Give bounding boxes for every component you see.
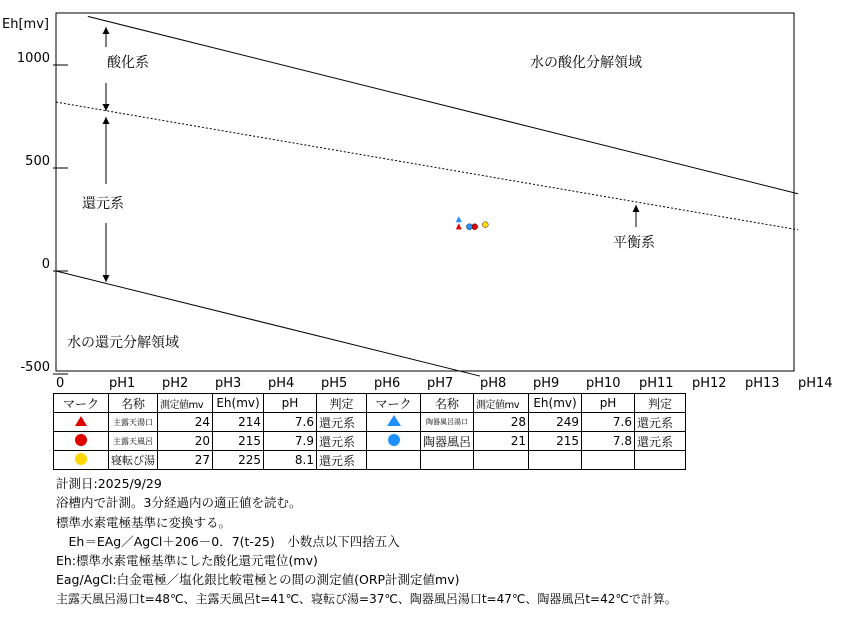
note-convert: 標準水素電極基準に変換する。 (56, 514, 232, 530)
header-judge-2: 判定 (635, 394, 686, 413)
y-tick-label: 1000 (16, 51, 50, 66)
row-name: 寝転び湯 (109, 451, 158, 470)
row-measured: 27 (158, 451, 213, 470)
empty-cell (582, 451, 635, 470)
y-tick-label: 500 (25, 154, 50, 169)
header-name: 名称 (109, 394, 158, 413)
row-measured: 20 (158, 432, 213, 451)
reduction-label: 還元系 (82, 196, 124, 212)
header-judge: 判定 (317, 394, 367, 413)
header-ph-2: pH (582, 394, 635, 413)
empty-cell (529, 451, 582, 470)
note-eh-def: Eh:標準水素電極基準にした酸化還元電位(mv) (56, 553, 318, 569)
x-tick-label: pH7 (427, 376, 454, 391)
x-tick-label: 0 (56, 376, 65, 391)
row-eh: 249 (529, 413, 582, 432)
row-name: 主露天風呂 (109, 432, 158, 451)
row-name: 主露天湯口 (109, 413, 158, 432)
row-judge: 還元系 (317, 432, 367, 451)
water-reduction-label: 水の還元分解領域 (67, 335, 179, 351)
empty-cell (635, 451, 686, 470)
red-circle-mark (54, 432, 109, 451)
x-tick-label: pH4 (268, 376, 295, 391)
header-name-2: 名称 (421, 394, 474, 413)
row-eh: 214 (213, 413, 264, 432)
yellow-circle-mark (54, 451, 109, 470)
red-triangle-mark (54, 413, 109, 432)
blue-circle-mark (367, 432, 421, 451)
data-point-circle (472, 224, 478, 230)
blue-triangle-mark (367, 413, 421, 432)
row-judge: 還元系 (317, 413, 367, 432)
note-temperatures: 主露天風呂湯口t=48℃、主露天風呂t=41℃、寝転び湯=37℃、陶器風呂湯口t=47℃、陶器風呂t=42℃で計算。 (56, 591, 677, 606)
table-row (54, 413, 686, 432)
note-date: 計測日:2025/9/29 (56, 476, 162, 491)
row-eh: 225 (213, 451, 264, 470)
row-ph: 7.9 (264, 432, 317, 451)
row-name: 陶器風呂 (421, 432, 474, 451)
header-eh: Eh(mv) (213, 394, 264, 413)
x-tick-label: pH10 (586, 376, 621, 391)
header-ph: pH (264, 394, 317, 413)
empty-cell (474, 451, 529, 470)
y-axis-label: Eh[mv] (2, 17, 49, 32)
x-tick-label: pH14 (798, 376, 833, 391)
note-formula: Eh＝EAg／AgCl＋206－0．7(t-25) 小数点以下四捨五入 (56, 533, 400, 549)
header-mark: マーク (54, 394, 109, 413)
x-tick-label: pH8 (480, 376, 507, 391)
row-eh: 215 (213, 432, 264, 451)
oxidation-label: 酸化系 (107, 55, 149, 71)
row-ph: 7.6 (264, 413, 317, 432)
header-mark-2: マーク (367, 394, 421, 413)
row-judge: 還元系 (635, 413, 686, 432)
row-eh: 215 (529, 432, 582, 451)
header-measured: 測定値mv (158, 394, 213, 413)
row-judge: 還元系 (635, 432, 686, 451)
x-tick-label: pH5 (321, 376, 348, 391)
x-tick-label: pH11 (639, 376, 674, 391)
header-eh-2: Eh(mv) (529, 394, 582, 413)
row-ph: 8.1 (264, 451, 317, 470)
x-tick-label: pH6 (374, 376, 401, 391)
row-measured: 21 (474, 432, 529, 451)
note-eag-def: Eag/AgCl:白金電極／塩化銀比較電極との間の測定値(ORP計測定値mv) (56, 572, 460, 588)
row-measured: 24 (158, 413, 213, 432)
data-point-circle (482, 222, 488, 228)
legend-table (53, 393, 686, 470)
y-tick-label: 0 (41, 257, 50, 272)
data-point-circle (466, 224, 472, 230)
table-header-row (54, 394, 686, 413)
header-measured-2: 測定値mv (474, 394, 529, 413)
x-tick-label: pH12 (692, 376, 727, 391)
empty-cell (367, 451, 421, 470)
row-ph: 7.6 (582, 413, 635, 432)
x-tick-label: pH2 (162, 376, 189, 391)
row-name: 陶器風呂湯口 (421, 413, 474, 432)
plot-area (56, 13, 794, 371)
row-judge: 還元系 (317, 451, 367, 470)
equilibrium-label: 平衡系 (613, 235, 655, 251)
y-tick-label: -500 (20, 360, 50, 375)
notes (56, 474, 677, 609)
water-oxidation-label: 水の酸化分解領域 (530, 55, 642, 71)
row-ph: 7.8 (582, 432, 635, 451)
note-method: 浴槽内で計測。3分経過内の適正値を読む。 (56, 495, 302, 511)
x-tick-label: pH3 (215, 376, 242, 391)
table-row (54, 432, 686, 451)
x-tick-label: pH9 (533, 376, 560, 391)
x-tick-label: pH13 (745, 376, 780, 391)
row-measured: 28 (474, 413, 529, 432)
x-tick-label: pH1 (109, 376, 136, 391)
empty-cell (421, 451, 474, 470)
table-row (54, 451, 686, 470)
